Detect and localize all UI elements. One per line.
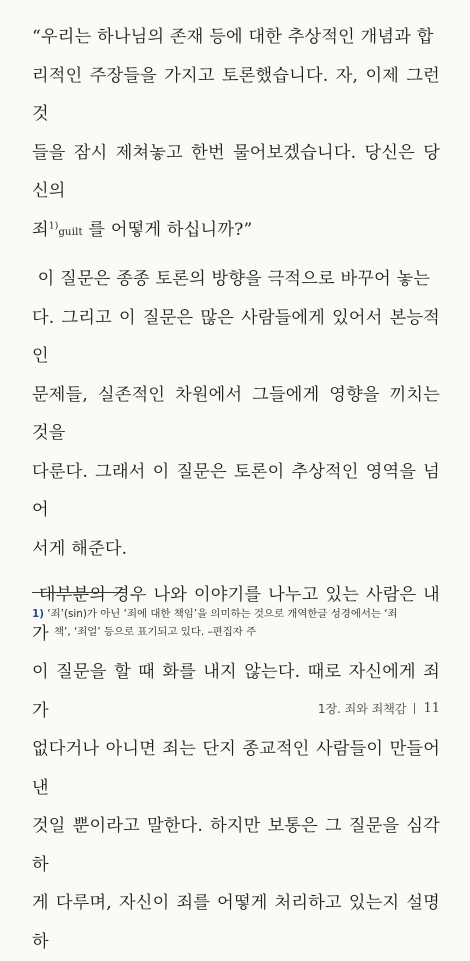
paragraph-2-line-1: 이 질문은 종종 토론의 방향을 극적으로 바꾸어 놓는: [37, 269, 431, 289]
english-gloss: guilt: [58, 226, 83, 238]
footnote-line-1: [32, 605, 442, 623]
paragraph-2: [32, 260, 440, 568]
page-footer: [318, 700, 440, 717]
paragraph-1-line-1: “우리는 하나님의 존재 등에 대한 추상적인 개념과 합: [32, 27, 434, 47]
paragraph-2-line-3: 문제들, 실존적인 차원에서 그들에게 영향을 끼치는 것을: [32, 384, 440, 443]
footnote-divider: [32, 592, 124, 593]
body-text: [32, 18, 440, 961]
footnote-text-1: ‘죄’(sin)가 아닌 ‘죄에 대한 책임’을 의미하는 것으로 개역한글 성경에서는 ‘죄: [47, 608, 398, 620]
paragraph-1: [32, 18, 440, 252]
paragraph-3-line-4: 것일 뿐이라고 말한다. 하지만 보통은 그 질문을 심각하: [32, 816, 440, 875]
chapter-title: 1장. 죄와 죄책감: [317, 702, 407, 716]
footnote-reference[interactable]: 1): [48, 220, 59, 231]
paragraph-3-line-3: 없다거나 아니면 죄는 단지 종교적인 사람들이 만들어낸: [32, 739, 440, 798]
paragraph-3-line-5: 게 다루며, 자신이 죄를 어떻게 처리하고 있는지 설명하: [32, 893, 440, 952]
footer-separator: [414, 703, 415, 714]
footnote-line-2: 책’, ‘죄얼’ 등으로 표기되고 있다. –편집자 주: [54, 626, 257, 638]
paragraph-2-line-5: 서게 해준다.: [32, 538, 128, 559]
paragraph-3-line-1: 대부분의 경우 나와 이야기를 나누고 있는 사람은 내가: [32, 585, 440, 644]
footnote-marker: 1): [32, 608, 44, 620]
paragraph-1-line-2: 리적인 주장들을 가지고 토론했습니다. 자, 이제 그런 것: [32, 65, 440, 124]
footnote: [32, 605, 442, 641]
page-number: 11: [423, 701, 440, 716]
paragraph-1-line-3: 들을 잠시 제쳐놓고 한번 물어보겠습니다. 당신은 당신의: [32, 142, 440, 201]
paragraph-1-line-4-start: 죄: [32, 219, 49, 240]
paragraph-2-line-4: 다룬다. 그래서 이 질문은 토론이 추상적인 영역을 넘어: [32, 461, 440, 520]
paragraph-3-line-2: 이 질문을 할 때 화를 내지 않는다. 때로 자신에게 죄가: [32, 662, 440, 721]
paragraph-2-line-2: 다. 그리고 이 질문은 많은 사람들에게 있어서 본능적인: [32, 307, 440, 366]
paragraph-1-line-4-end: 를 어떻게 하십니까?”: [88, 219, 253, 240]
